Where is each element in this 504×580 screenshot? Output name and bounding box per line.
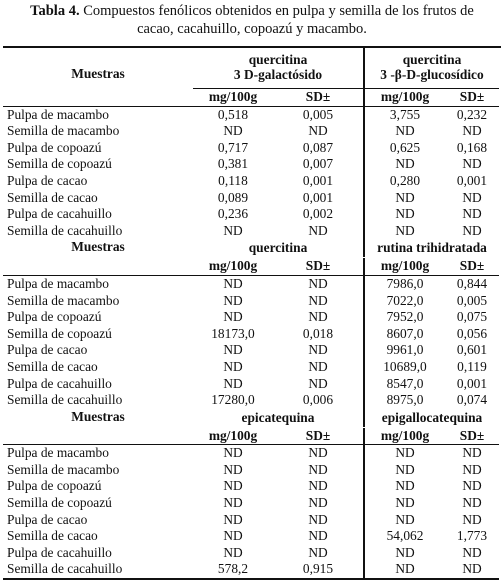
compound-a-header [193, 409, 363, 427]
compound-b-name-line: 3 -β-D-glucosídico [380, 67, 484, 82]
value-mg-a: 0,717 [217, 139, 249, 155]
compound-b-header [365, 48, 499, 88]
sample-name: Pulpa de macambo [7, 106, 109, 122]
value-mg-b: 9961,0 [386, 342, 424, 358]
value-mg-a: ND [223, 511, 243, 527]
value-mg-a: ND [223, 461, 243, 477]
unit-sd-b: SD± [459, 427, 485, 443]
compound-b-name-line: quercitina [402, 52, 462, 67]
value-sd-b: ND [462, 445, 482, 461]
value-mg-a: ND [223, 309, 243, 325]
row-header-muestras: Muestras [71, 239, 125, 255]
unit-mg-b: mg/100g [380, 89, 430, 104]
sample-name: Semilla de macambo [7, 461, 120, 477]
value-mg-b: 7986,0 [386, 275, 424, 291]
value-sd-a: 0,018 [302, 325, 334, 341]
value-sd-b: 0,844 [456, 275, 488, 291]
compound-a-name-line: 3 D-galactósido [233, 67, 323, 82]
value-mg-a: 0,381 [217, 156, 249, 172]
value-sd-b: 0,168 [456, 139, 488, 155]
compound-a-header [193, 48, 363, 88]
unit-mg-a: mg/100g [208, 427, 258, 443]
caption-line-1: Compuestos fenólicos obtenidos en pulpa y semilla de los frutos de [83, 3, 474, 19]
value-mg-a: ND [223, 123, 243, 139]
value-sd-a: ND [308, 495, 328, 511]
row-header-muestras: Muestras [71, 408, 125, 424]
value-sd-a: 0,005 [302, 106, 334, 122]
value-mg-a: ND [223, 375, 243, 391]
value-sd-a: 0,915 [302, 561, 334, 577]
value-mg-b: ND [395, 495, 415, 511]
value-sd-a: ND [308, 342, 328, 358]
units-spacer [3, 89, 193, 106]
compound-a-name-line: quercitina [248, 240, 308, 256]
sample-name: Semilla de cacahuillo [7, 392, 123, 408]
compound-b-header [365, 409, 499, 427]
value-mg-a: 0,518 [217, 106, 249, 122]
caption-label: Tabla 4. [30, 3, 80, 19]
value-sd-b: ND [462, 544, 482, 560]
value-mg-b: 7022,0 [386, 292, 424, 308]
value-sd-a: 0,007 [302, 156, 334, 172]
value-sd-a: 0,087 [302, 139, 334, 155]
value-mg-b: ND [395, 561, 415, 577]
sample-name: Pulpa de cacahuillo [7, 375, 112, 391]
value-sd-b: 0,001 [456, 375, 488, 391]
value-sd-a: ND [308, 222, 328, 238]
compound-a-header [193, 239, 363, 257]
sample-name: Semilla de copoazú [7, 325, 112, 341]
value-mg-b: 0,625 [389, 139, 421, 155]
unit-mg-a: mg/100g [208, 89, 258, 104]
value-mg-b: 8975,0 [386, 392, 424, 408]
value-sd-b: ND [462, 189, 482, 205]
value-mg-a: 0,089 [217, 189, 249, 205]
table-grid [3, 48, 501, 580]
unit-sd-a: SD± [305, 427, 331, 443]
value-mg-b: ND [395, 445, 415, 461]
sample-name: Semilla de cacao [7, 358, 98, 374]
sample-name: Semilla de cacahuillo [7, 561, 123, 577]
sample-name: Pulpa de cacao [7, 511, 88, 527]
value-mg-a: ND [223, 222, 243, 238]
value-sd-b: 1,773 [456, 528, 488, 544]
value-sd-b: ND [462, 561, 482, 577]
row-header-muestras: Muestras [71, 66, 125, 81]
value-mg-b: ND [395, 123, 415, 139]
unit-sd-b: SD± [459, 89, 485, 104]
value-mg-b: 54,062 [386, 528, 424, 544]
compound-a-name-line: epicatequina [241, 409, 315, 425]
phenolic-compounds-table [3, 46, 501, 580]
units-spacer [3, 428, 193, 445]
value-mg-b: ND [395, 461, 415, 477]
compound-a-name-line: quercitina [248, 52, 308, 67]
sample-name: Semilla de cacahuillo [7, 222, 123, 238]
table-caption [0, 2, 504, 38]
unit-mg-b: mg/100g [380, 427, 430, 443]
unit-sd-a: SD± [305, 89, 331, 104]
sample-name: Pulpa de cacao [7, 342, 88, 358]
value-mg-b: 10689,0 [383, 358, 427, 374]
value-sd-a: 0,001 [302, 189, 334, 205]
value-sd-b: 0,074 [456, 392, 488, 408]
sample-name: Pulpa de macambo [7, 275, 109, 291]
value-mg-a: 18173,0 [211, 325, 255, 341]
value-mg-b: 8547,0 [386, 375, 424, 391]
value-sd-b: ND [462, 206, 482, 222]
sample-name: Pulpa de cacahuillo [7, 206, 112, 222]
value-mg-b: ND [395, 222, 415, 238]
value-sd-b: ND [462, 123, 482, 139]
sample-name: Semilla de cacao [7, 189, 98, 205]
value-mg-b: ND [395, 206, 415, 222]
sample-name: Semilla de copoazú [7, 495, 112, 511]
value-mg-a: ND [223, 445, 243, 461]
value-mg-b: 0,280 [389, 172, 421, 188]
value-sd-a: ND [308, 123, 328, 139]
sample-name: Semilla de macambo [7, 292, 120, 308]
value-mg-b: ND [395, 544, 415, 560]
value-sd-b: 0,232 [456, 106, 488, 122]
sample-name: Pulpa de cacao [7, 172, 88, 188]
value-sd-a: ND [308, 511, 328, 527]
value-sd-b: 0,119 [457, 358, 487, 374]
compound-b-header [365, 239, 499, 257]
unit-mg-a: mg/100g [208, 258, 258, 274]
sample-name: Pulpa de copoazú [7, 139, 102, 155]
value-sd-b: ND [462, 478, 482, 494]
value-sd-a: 0,002 [302, 206, 334, 222]
value-sd-b: ND [462, 156, 482, 172]
unit-sd-a: SD± [305, 258, 331, 274]
compound-b-name-line: epigallocatequina [381, 409, 483, 425]
value-sd-b: 0,005 [456, 292, 488, 308]
value-mg-a: ND [223, 495, 243, 511]
value-mg-b: 3,755 [389, 106, 421, 122]
value-mg-b: 8607,0 [386, 325, 424, 341]
value-mg-a: ND [223, 275, 243, 291]
value-mg-a: ND [223, 544, 243, 560]
value-mg-a: 578,2 [217, 561, 249, 577]
value-sd-b: ND [462, 461, 482, 477]
value-sd-b: 0,075 [456, 309, 488, 325]
value-sd-b: ND [462, 222, 482, 238]
value-sd-a: ND [308, 544, 328, 560]
value-sd-a: ND [308, 461, 328, 477]
value-sd-a: ND [308, 358, 328, 374]
value-sd-b: ND [462, 511, 482, 527]
compound-b-name-line: rutina trihidratada [377, 240, 487, 256]
value-mg-b: 7952,0 [386, 309, 424, 325]
value-sd-a: ND [308, 478, 328, 494]
sample-name: Pulpa de copoazú [7, 309, 102, 325]
value-sd-a: 0,006 [302, 392, 334, 408]
units-spacer [3, 258, 193, 275]
value-mg-a: ND [223, 528, 243, 544]
value-sd-a: ND [308, 375, 328, 391]
sample-name: Pulpa de cacahuillo [7, 544, 112, 560]
value-sd-b: 0,001 [456, 172, 488, 188]
caption-line-2: cacao, cacahuillo, copoazú y macambo. [137, 21, 367, 37]
value-mg-a: ND [223, 342, 243, 358]
value-sd-b: 0,601 [456, 342, 488, 358]
value-mg-a: 0,118 [218, 172, 248, 188]
value-mg-a: 0,236 [217, 206, 249, 222]
value-mg-a: ND [223, 478, 243, 494]
sample-name: Semilla de cacao [7, 528, 98, 544]
value-mg-b: ND [395, 189, 415, 205]
sample-name: Pulpa de copoazú [7, 478, 102, 494]
sample-name: Semilla de macambo [7, 123, 120, 139]
value-mg-b: ND [395, 156, 415, 172]
sample-name: Pulpa de macambo [7, 445, 109, 461]
value-sd-a: ND [308, 309, 328, 325]
sample-name: Semilla de copoazú [7, 156, 112, 172]
value-sd-a: ND [308, 528, 328, 544]
value-mg-b: ND [395, 511, 415, 527]
value-sd-b: 0,056 [456, 325, 488, 341]
value-mg-a: 17280,0 [211, 392, 255, 408]
value-mg-b: ND [395, 478, 415, 494]
value-sd-a: ND [308, 275, 328, 291]
unit-sd-b: SD± [459, 258, 485, 274]
value-sd-b: ND [462, 495, 482, 511]
unit-mg-b: mg/100g [380, 258, 430, 274]
value-sd-a: ND [308, 292, 328, 308]
value-mg-a: ND [223, 358, 243, 374]
value-sd-a: ND [308, 445, 328, 461]
value-mg-a: ND [223, 292, 243, 308]
value-sd-a: 0,001 [302, 172, 334, 188]
